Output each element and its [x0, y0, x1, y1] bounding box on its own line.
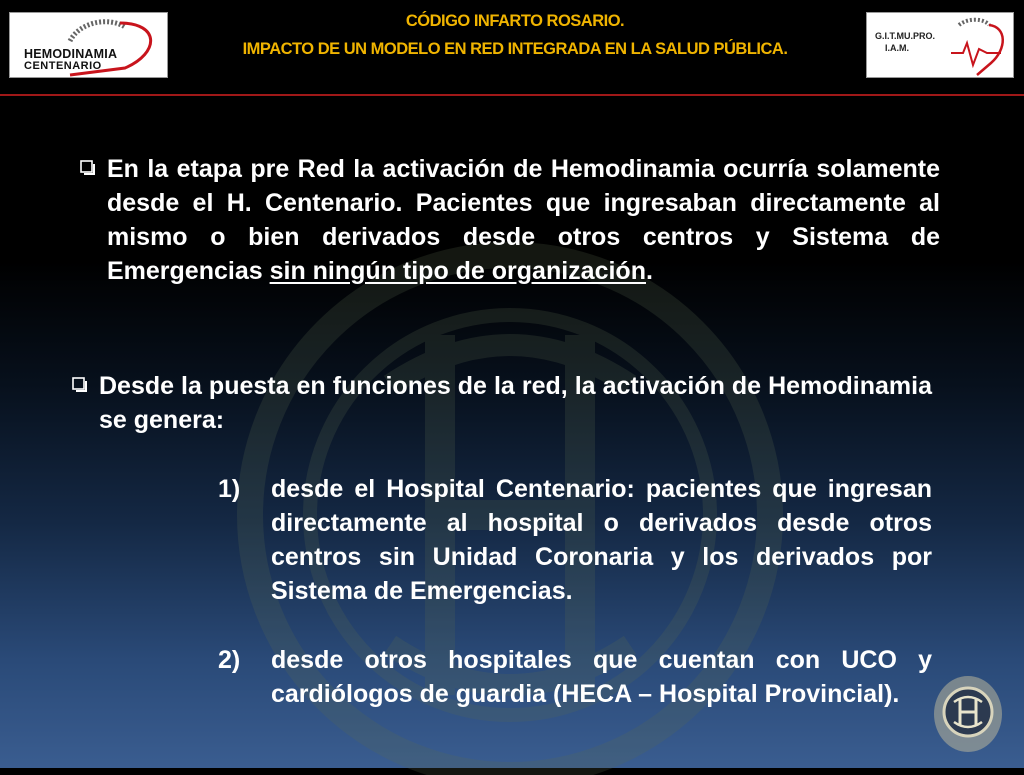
logo-right-line2: I.A.M.	[885, 43, 909, 53]
checkbox-bullet-icon	[72, 377, 88, 393]
header-divider	[0, 94, 1024, 96]
logo-right-line1: G.I.T.MU.PRO.	[875, 31, 936, 41]
bullet-1-text-end: .	[645, 257, 653, 285]
bullet-paragraph-1	[107, 152, 940, 288]
checkbox-bullet-icon	[80, 160, 96, 176]
header-bar	[0, 0, 1024, 94]
item-2-number: 2)	[218, 646, 241, 674]
page-title-line1: CÓDIGO INFARTO ROSARIO.	[405, 12, 625, 30]
item-1-number: 1)	[218, 475, 241, 503]
page-title-line2: IMPACTO DE UN MODELO EN RED INTEGRADA EN LA SALUD PÚBLICA.	[242, 40, 788, 58]
logo-left-line1: HEMODINAMIA	[24, 47, 118, 61]
item-1-text: desde el Hospital Centenario: pacientes que ingresan directamente al hospital o derivados desde otros centros sin Unidad Coronaria y los derivados por Sistema de Emergencias.	[271, 475, 932, 605]
logo-left-line2: CENTENARIO	[24, 60, 102, 72]
gitmupro-logo	[866, 12, 1014, 78]
hospital-emblem-icon	[930, 672, 1006, 754]
bullet-1-text: En la etapa pre Red la activación de Hemodinamia ocurría solamente desde el H. Centenario. Pacientes que ingresaban directamente al mismo o bien derivados desde otros centros y Sistema de Emergencias	[107, 155, 940, 285]
item-2-text: desde otros hospitales que cuentan con UCO y cardiólogos de guardia (HECA – Hospital Provincial).	[271, 646, 932, 708]
hemodinamia-logo	[9, 12, 168, 78]
bullet-paragraph-2: Desde la puesta en funciones de la red, la activación de Hemodinamia se genera:	[99, 372, 932, 434]
bullet-1-underlined-text: sin ningún tipo de organización	[269, 257, 646, 285]
